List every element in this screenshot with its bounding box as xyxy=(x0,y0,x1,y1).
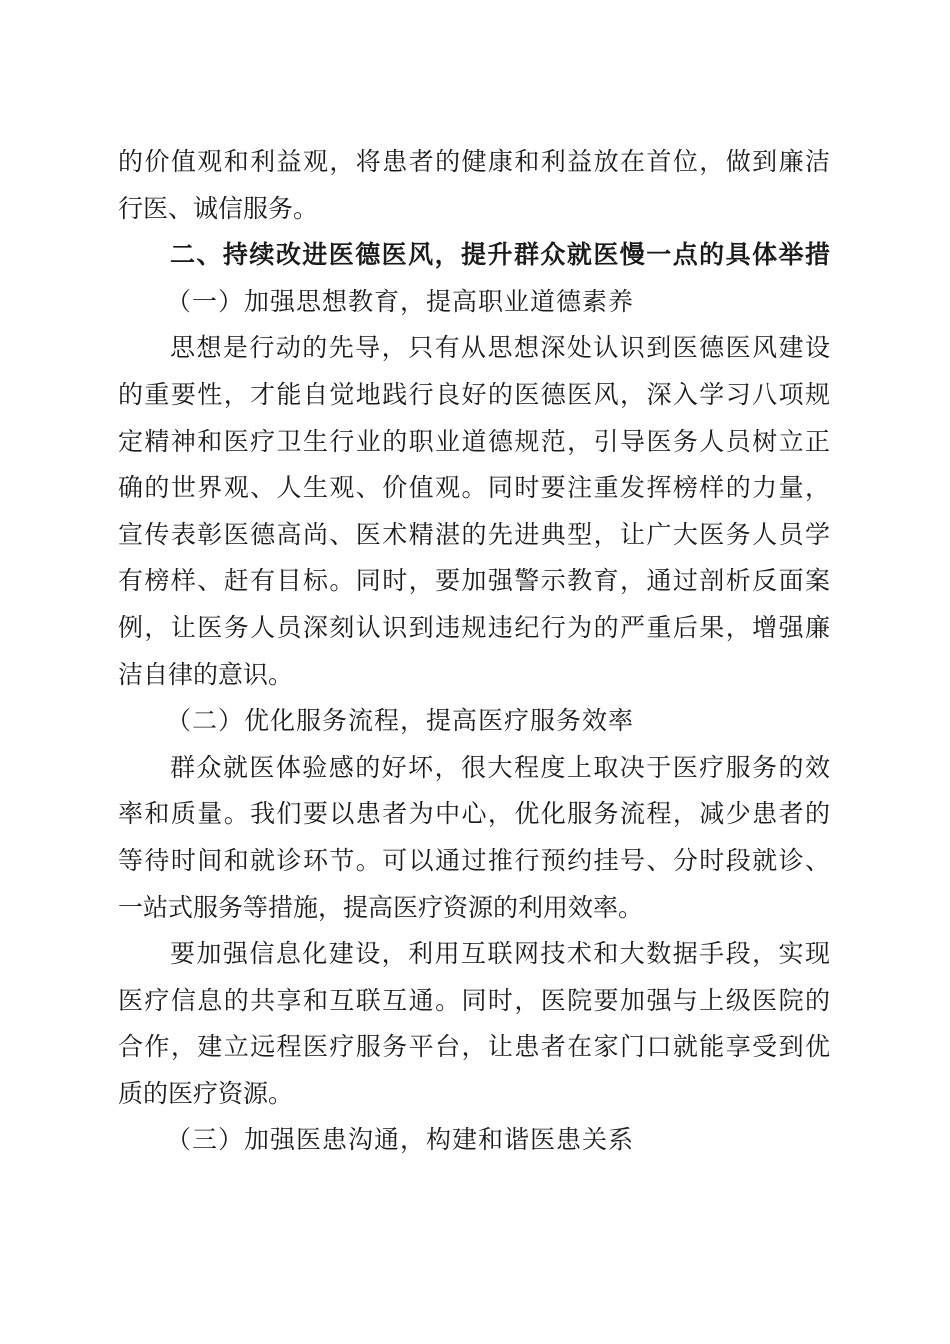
section-heading-2: 二、持续改进医德医风，提升群众就医慢一点的具体举措 xyxy=(170,240,830,270)
text-line: 率和质量。我们要以患者为中心，优化服务流程，减少患者的 xyxy=(118,799,830,829)
text-line: 定精神和医疗卫生行业的职业道德规范，引导医务人员树立正 xyxy=(118,426,830,456)
text-line: 例，让医务人员深刻认识到违规违纪行为的严重后果，增强廉 xyxy=(118,612,830,642)
text-line: 确的世界观、人生观、价值观。同时要注重发挥榜样的力量， xyxy=(118,473,830,503)
text-line: 的价值观和利益观，将患者的健康和利益放在首位，做到廉洁 xyxy=(118,147,830,176)
paragraph-continuation xyxy=(118,139,830,232)
text-line: 行医、诚信服务。 xyxy=(118,193,319,223)
text-line: 要加强信息化建设，利用互联网技术和大数据手段，实现 xyxy=(170,939,830,969)
paragraph-3 xyxy=(118,931,830,1117)
text-line: 等待时间和就诊环节。可以通过推行预约挂号、分时段就诊、 xyxy=(118,845,830,875)
text-line: 一站式服务等措施，提高医疗资源的利用效率。 xyxy=(118,892,644,922)
document-page xyxy=(118,139,830,1164)
text-line: 医疗信息的共享和互联互通。同时，医院要加强与上级医院的 xyxy=(118,985,830,1015)
text-line: 的重要性，才能自觉地践行良好的医德医风，深入学习八项规 xyxy=(118,379,830,409)
text-line: 群众就医体验感的好坏，很大程度上取决于医疗服务的效 xyxy=(170,752,830,782)
text-line: 有榜样、赶有目标。同时，要加强警示教育，通过剖析反面案 xyxy=(118,566,830,596)
text-line: 合作，建立远程医疗服务平台，让患者在家门口就能享受到优 xyxy=(118,1032,830,1062)
text-line: 思想是行动的先导，只有从思想深处认识到医德医风建设 xyxy=(170,333,830,363)
paragraph-1 xyxy=(118,325,830,698)
subsection-heading-3: （三）加强医患沟通，构建和谐医患关系 xyxy=(166,1125,635,1155)
subsection-heading-1: （一）加强思想教育，提高职业道德素养 xyxy=(166,286,635,316)
text-line: 质的医疗资源。 xyxy=(118,1078,294,1108)
text-line: 宣传表彰医德高尚、医术精湛的先进典型，让广大医务人员学 xyxy=(118,519,830,549)
subsection-heading-2: （二）优化服务流程，提高医疗服务效率 xyxy=(166,706,635,736)
paragraph-2 xyxy=(118,745,830,931)
text-line: 洁自律的意识。 xyxy=(118,659,294,689)
